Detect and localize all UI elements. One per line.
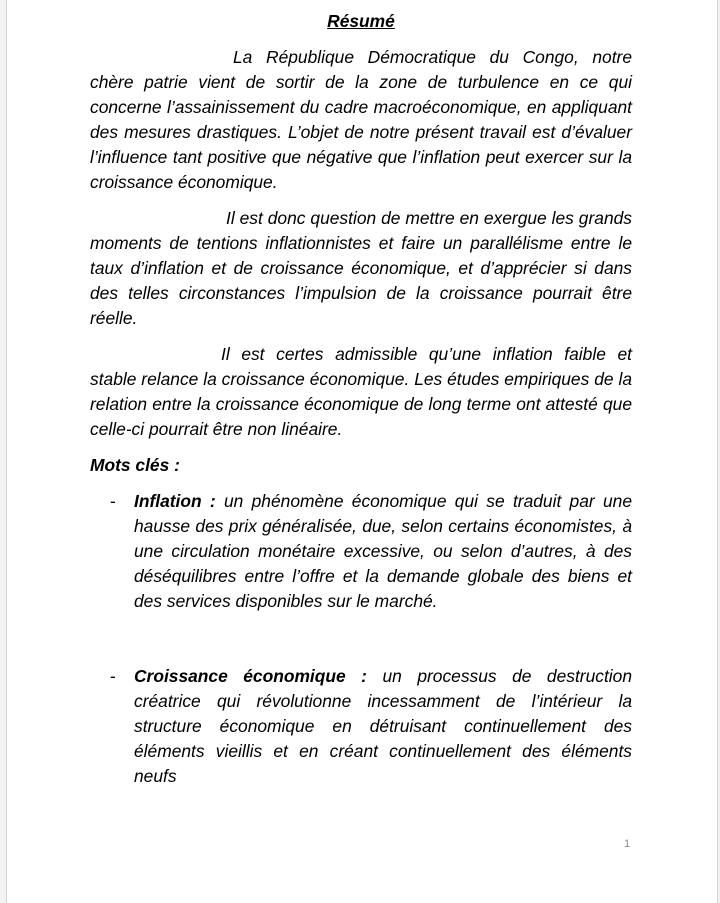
keyword-definition: un phénomène économique qui se traduit par une hausse des prix généralisée, due, selon certains économistes, à une circulation monétaire excessive, ou selon d’autres, à des déséquilibres entre l’offre et la demande globale des biens et des services disponibles sur le marché. bbox=[134, 491, 632, 611]
summary-paragraph-1: La République Démocratique du Congo, notre chère patrie vient de sortir de la zone de turbulence en ce qui concerne l’assainissement du cadre macroéconomique, en appliquant des mesures drastiques. L’objet de notre présent travail est d’évaluer l’influence tant positive que négative que l’inflation peut exercer sur la croissance économique. bbox=[90, 47, 632, 192]
document-page bbox=[6, 0, 718, 903]
keyword-term: Inflation : bbox=[134, 491, 216, 511]
keywords-heading: Mots clés : bbox=[90, 455, 180, 475]
summary-paragraph-2: Il est donc question de mettre en exergue les grands moments de tentions inflationnistes et faire un parallélisme entre le taux d’inflation et de croissance économique, et d’apprécier si dans des telles circonstances l’impulsion de la croissance pourrait être réelle. bbox=[90, 208, 632, 328]
keywords-list bbox=[90, 489, 632, 789]
page-number: 1 bbox=[624, 838, 631, 850]
list-bullet: - bbox=[110, 491, 116, 511]
summary-paragraph-3: Il est certes admissible qu’une inflation faible et stable relance la croissance économique. Les études empiriques de la relation entre la croissance économique de long terme ont attesté que celle-ci pourrait être non linéaire. bbox=[90, 344, 632, 439]
document-content bbox=[90, 9, 632, 789]
list-bullet: - bbox=[110, 666, 116, 686]
keyword-definition: un processus de destruction créatrice qui révolutionne incessamment de l’intérieur la structure économique en détruisant continuellement des éléments vieillis et en créant continuellement des éléments neufs bbox=[134, 666, 632, 786]
keyword-term: Croissance économique : bbox=[134, 666, 367, 686]
keyword-item-inflation bbox=[90, 489, 632, 614]
keyword-item-croissance bbox=[90, 664, 632, 789]
document-title: Résumé bbox=[327, 11, 395, 31]
